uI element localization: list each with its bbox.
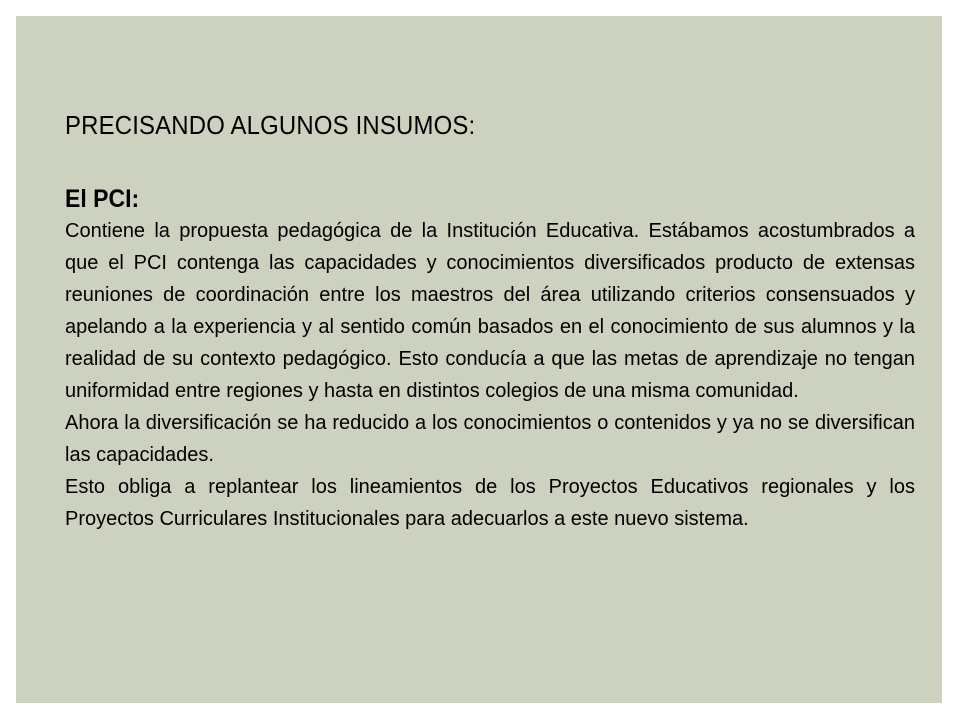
slide-content — [65, 110, 915, 535]
paragraph-implication: Esto obliga a replantear los lineamientos de los Proyectos Educativos regionales y los Proyectos Curriculares Institucionales para adecuarlos a este nuevo sistema. — [65, 476, 915, 530]
paragraph-pci-description: Contiene la propuesta pedagógica de la Institución Educativa. Estábamos acostumbrados a que el PCI contenga las capacidades y conocimientos diversificados producto de extensas reuniones de coordinación entre los maestros del área utilizando criterios consensuados y apelando a la experiencia y al sentido común basados en el conocimiento de sus alumnos y la realidad de su contexto pedagógico. Esto conducía a que las metas de aprendizaje no tengan uniformidad entre regiones y hasta en distintos colegios de una misma comunidad. — [65, 220, 915, 402]
slide-panel — [16, 16, 942, 703]
section-heading: El PCI: — [65, 185, 140, 213]
paragraph-diversification: Ahora la diversificación se ha reducido a los conocimientos o contenidos y ya no se diversifican las capacidades. — [65, 412, 915, 466]
slide-title: PRECISANDO ALGUNOS INSUMOS: — [65, 110, 476, 140]
